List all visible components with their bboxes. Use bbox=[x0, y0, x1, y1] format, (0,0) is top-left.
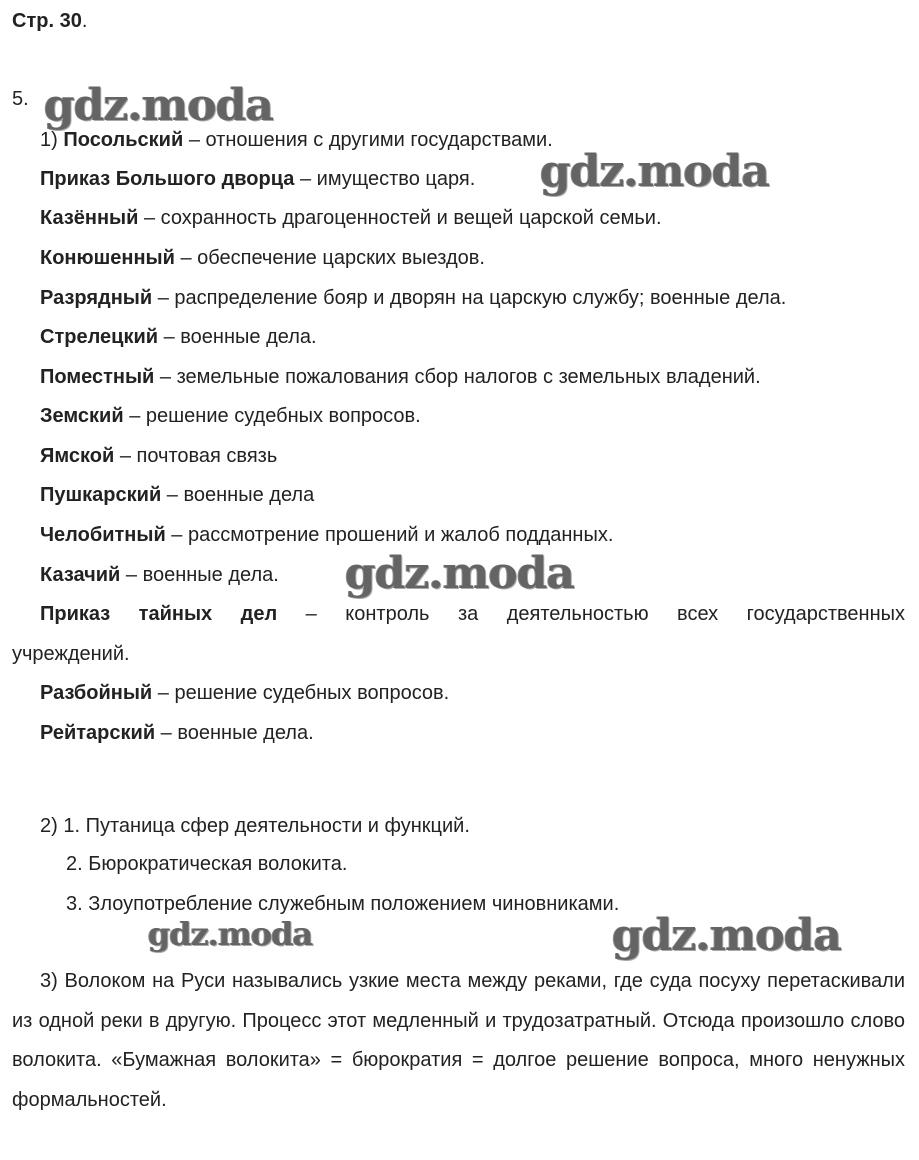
row-taynykh-del-continuation: учреждений. bbox=[12, 643, 130, 665]
row-term: Пушкарский bbox=[40, 484, 162, 506]
row-term: Приказ Большого дворца bbox=[40, 168, 295, 190]
row-kazenny bbox=[40, 205, 662, 231]
row-term: Казачий bbox=[40, 564, 121, 586]
row-term: Посольский bbox=[63, 129, 184, 151]
row-desc: – решение судебных вопросов. bbox=[152, 682, 450, 704]
row-term: Рейтарский bbox=[40, 722, 156, 744]
part2-item-1 bbox=[40, 813, 470, 839]
row-kazachy bbox=[40, 562, 279, 588]
row-taynykh-del bbox=[40, 601, 905, 627]
page-number: Стр. 30 bbox=[12, 10, 82, 32]
row-desc: – почтовая связь bbox=[114, 445, 278, 467]
row-term: Поместный bbox=[40, 366, 155, 388]
row-term: Разбойный bbox=[40, 682, 153, 704]
part2-item-3: 3. Злоупотребление служебным положением чиновниками. bbox=[66, 893, 620, 915]
row-term: Разрядный bbox=[40, 287, 153, 309]
row-desc: – распределение бояр и дворян на царскую службу; военные дела. bbox=[152, 287, 787, 309]
row-bolshoy-dvorets bbox=[40, 166, 475, 192]
row-pushkarsky bbox=[40, 482, 314, 508]
row-desc: – решение судебных вопросов. bbox=[123, 405, 421, 427]
task-number: 5. bbox=[12, 88, 29, 110]
row-term: Приказ тайных дел bbox=[40, 603, 278, 625]
row-streletsky bbox=[40, 324, 317, 350]
row-term: Челобитный bbox=[40, 524, 166, 546]
watermark-logo: gdz.moda bbox=[148, 915, 313, 953]
row-desc: – военные дела. bbox=[120, 564, 279, 586]
page-label bbox=[12, 10, 87, 33]
part3-paragraph bbox=[12, 962, 905, 1120]
row-chelobitny bbox=[40, 522, 613, 548]
row-desc: – рассмотрение прошений и жалоб подданных. bbox=[165, 524, 614, 546]
row-desc: – военные дела. bbox=[158, 326, 317, 348]
row-desc: – имущество царя. bbox=[294, 168, 476, 190]
row-konyushenny bbox=[40, 245, 485, 271]
part3-text: Волоком на Руси назывались узкие места между реками, где суда посуху перетаскивали из одной реки в другую. Процесс этот медленный и трудозатратный. Отсюда произошло слово волокита. «Бумажная волокита» = бюрократия = долгое решение вопроса, много ненужных формальностей. bbox=[12, 970, 905, 1111]
page-label-dot: . bbox=[81, 10, 88, 32]
row-desc: – военные дела. bbox=[155, 722, 314, 744]
row-term: Конюшенный bbox=[40, 247, 175, 269]
row-desc: – сохранность драгоценностей и вещей царской семьи. bbox=[138, 207, 662, 229]
part3-marker: 3) bbox=[40, 970, 58, 992]
row-desc: – военные дела bbox=[161, 484, 315, 506]
row-desc: – обеспечение царских выездов. bbox=[174, 247, 485, 269]
row-zemsky bbox=[40, 403, 421, 429]
part1-marker: 1) bbox=[40, 129, 58, 151]
row-term: Ямской bbox=[40, 445, 115, 467]
watermark-logo: gdz.moda bbox=[540, 146, 770, 197]
watermark-logo: gdz.moda bbox=[345, 548, 575, 599]
watermark-logo: gdz.moda bbox=[612, 910, 842, 961]
row-razboyny bbox=[40, 680, 449, 706]
row-reytarsky bbox=[40, 720, 314, 746]
part2-item-2: 2. Бюрократическая волокита. bbox=[66, 853, 348, 875]
watermark-logo: gdz.moda bbox=[44, 80, 274, 131]
row-desc: – контроль за деятельностью всех государственных bbox=[277, 603, 905, 625]
row-term: Казённый bbox=[40, 207, 139, 229]
row-term: Земский bbox=[40, 405, 124, 427]
row-razryadny bbox=[40, 285, 786, 311]
part2-marker: 2) bbox=[40, 815, 58, 837]
row-yamskoy bbox=[40, 443, 277, 469]
row-pomestny bbox=[40, 364, 761, 390]
row-desc: – земельные пожалования сбор налогов с земельных владений. bbox=[154, 366, 761, 388]
list-item: 1. Путаница сфер деятельности и функций. bbox=[63, 815, 470, 837]
row-desc: – отношения с другими государствами. bbox=[183, 129, 553, 151]
row-term: Стрелецкий bbox=[40, 326, 159, 348]
